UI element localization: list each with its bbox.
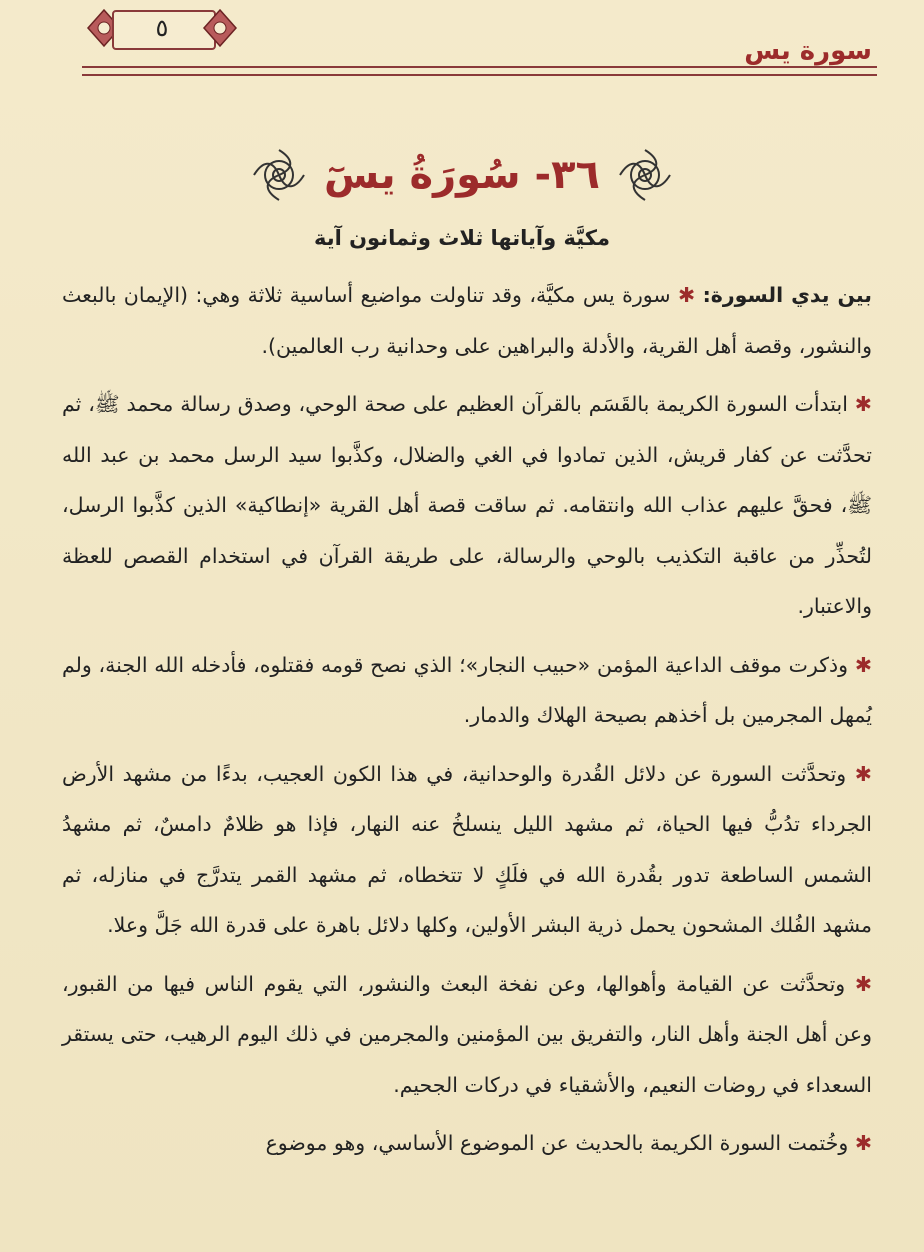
page-number-frame [82,6,242,50]
star-icon: ✱ [677,283,696,307]
star-icon: ✱ [854,761,872,786]
surah-title: ٣٦- سُورَةُ يسٓ [324,152,600,198]
paragraph-text: وخُتمت السورة الكريمة بالحديث عن الموضوع الأساسي، وهو موضوع [265,1131,849,1155]
page-number: ٥ [155,14,169,42]
paragraph-text: وتحدَّثت عن القيامة وأهوالها، وعن نفخة البعث والنشور، التي يقوم الناس فيها من القبور، وعن أهل الجنة وأهل النار، والتفريق بين المؤمنين والمجرمين في ذلك اليوم الرهيب، حتى يستقر السعداء في روضات النعيم، والأشقياء في دركات الجحيم. [62,971,872,1097]
ornament-icon [198,6,242,50]
paragraph [62,640,872,741]
surah-title-row [0,140,924,210]
page-body [62,270,872,1177]
paragraph [62,749,872,951]
paragraph [62,270,872,371]
paragraph-text: ابتدأت السورة الكريمة بالقَسَم بالقرآن العظيم على صحة الوحي، وصدق رسالة محمد ﷺ، ثم تحدَّثت عن كفار قريش، الذين تمادوا في الغي والضلال، وكذَّبوا سيد الرسل محمد بن عبد الله ﷺ، فحقَّ عليهم عذاب الله وانتقامه. ثم ساقت قصة أهل القرية «إنطاكية» الذين كذَّبوا الرسل، لتُحذِّر من عاقبة التكذيب بالوحي والرسالة، على طريقة القرآن في استخدام القصص للعظة والاعتبار. [62,392,872,618]
star-icon: ✱ [854,652,872,677]
star-icon: ✱ [854,392,872,416]
running-title: سورة يس [744,36,872,66]
paragraph [62,379,872,632]
flourish-icon [248,144,310,206]
paragraph-text: وتحدَّثت السورة عن دلائل القُدرة والوحدانية، في هذا الكون العجيب، بدءًا من مشهد الأرض الجرداء تدُبُّ فيها الحياة، ثم مشهد الليل ينسلخُ عنه النهار، فإذا هو ظلامٌ دامسٌ، ثم مشهدُ الشمس الساطعة تدور بقُدرة الله في فلَكٍ لا تتخطاه، ثم مشهد القمر يتدرَّج في منازله، ثم مشهد الفُلك المشحون يحمل ذرية البشر الأولين، وكلها دلائل باهرة على قدرة الله جَلَّ وعلا. [62,761,872,937]
paragraph [62,1118,872,1169]
star-icon: ✱ [854,971,872,996]
surah-subtitle: مكيَّة وآياتها ثلاث وثمانون آية [313,226,611,250]
paragraph-text: سورة يس مكيَّة، وقد تناولت مواضيع أساسية ثلاثة وهي: (الإيمان بالبعث والنشور، وقصة أهل القرية، والأدلة والبراهين على وحدانية رب العالمين). [62,283,872,358]
intro-label: بين يدي السورة: [702,283,872,307]
star-icon: ✱ [854,1131,872,1155]
page-header [0,0,924,80]
paragraph [62,959,872,1111]
header-divider [82,66,877,76]
paragraph-text: وذكرت موقف الداعية المؤمن «حبيب النجار»؛ الذي نصح قومه فقتلوه، فأدخله الله الجنة، ولم يُمهل المجرمين بل أخذهم بصيحة الهلاك والدمار. [62,652,872,727]
flourish-icon [614,144,676,206]
